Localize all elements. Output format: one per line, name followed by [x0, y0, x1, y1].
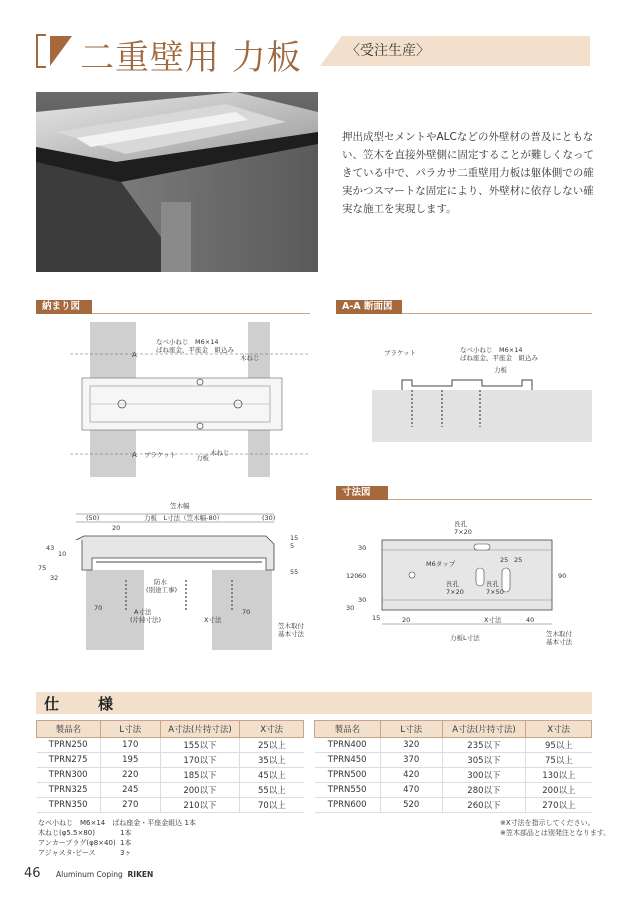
section-rule [402, 313, 592, 314]
table-row [37, 768, 304, 783]
m6-label: M6タップ [426, 560, 456, 568]
part-name: アンカープラグ(φ8×40) [38, 839, 116, 847]
part-qty: 3ヶ [120, 849, 132, 857]
cell: 155以下 [160, 738, 240, 753]
cell: 130以上 [526, 768, 592, 783]
cell: TPRN550 [315, 783, 381, 798]
spec-table-right [314, 720, 592, 813]
a-top-label: A [132, 351, 137, 359]
table-row [315, 798, 592, 813]
cell: 370 [380, 753, 442, 768]
cell: 25以上 [240, 738, 304, 753]
cell: 305以下 [442, 753, 526, 768]
kasagi-kihon2-label: 基本寸法 [278, 630, 304, 638]
col-header: X寸法 [240, 721, 304, 738]
cell: 45以上 [240, 768, 304, 783]
d43-label: 43 [46, 544, 55, 552]
cell: TPRN250 [37, 738, 101, 753]
d30c-label: 30 [346, 604, 355, 612]
page-subtitle: 〈受注生産〉 [346, 43, 430, 59]
cell: 55以上 [240, 783, 304, 798]
cell: TPRN275 [37, 753, 101, 768]
choko3-size-label: 7×50 [486, 588, 504, 596]
table-row [315, 753, 592, 768]
d25b-label: 25 [514, 556, 523, 564]
cell: TPRN400 [315, 738, 381, 753]
d70b-label: 70 [242, 608, 251, 616]
a-sunpo-label: A寸法 [134, 608, 152, 616]
cell: 235以下 [442, 738, 526, 753]
cell: 320 [380, 738, 442, 753]
col-header: 製品名 [315, 721, 381, 738]
cell: TPRN300 [37, 768, 101, 783]
kasagi-width-label: 笠木幅 [170, 502, 190, 510]
cell: 270以上 [526, 798, 592, 813]
spec-title: 仕 様 [44, 695, 126, 713]
cell: 470 [380, 783, 442, 798]
d15-label: 15 [372, 614, 381, 622]
col-header: A寸法(片持寸法) [160, 721, 240, 738]
bousui-label: 防水 [154, 578, 167, 586]
d20-label: 20 [112, 524, 121, 532]
d10-label: 10 [58, 550, 67, 558]
kasagi-kihon-label: 笠木取付 [278, 622, 304, 630]
choko2-label: 長孔 [446, 580, 459, 588]
cell: 170以下 [160, 753, 240, 768]
col-header: L寸法 [100, 721, 160, 738]
cell: 95以上 [526, 738, 592, 753]
wood-screw-bottom-label: 木ねじ [210, 449, 230, 457]
table-row [37, 738, 304, 753]
d55-label: 55 [290, 568, 299, 576]
page-title: 二重壁用 力板 [80, 38, 302, 78]
cell: 260以下 [442, 798, 526, 813]
col-header: L寸法 [380, 721, 442, 738]
table-row [37, 798, 304, 813]
d20-label: 20 [402, 616, 411, 624]
aa-chikaraita-label: 力板 [494, 366, 507, 374]
part-qty: 1本 [184, 819, 196, 827]
choko3-label: 長孔 [486, 580, 499, 588]
l-sunpo-label: 力板L寸法 [450, 634, 480, 642]
choko1-size-label: 7×20 [454, 528, 472, 536]
table-row [37, 783, 304, 798]
cell: 70以上 [240, 798, 304, 813]
part-name: なべ小ねじ M6×14 ばね座金・平座金組込 [38, 819, 183, 827]
title-accent [50, 36, 72, 66]
cell: 195 [100, 753, 160, 768]
cell: 170 [100, 738, 160, 753]
kasagi2-label: 基本寸法 [546, 638, 572, 646]
chikaraita-label: 力板 [196, 454, 209, 462]
cell: 200以上 [526, 783, 592, 798]
spec-table-left [36, 720, 304, 813]
table-row [315, 738, 592, 753]
section-rule [92, 313, 310, 314]
d25a-label: 25 [500, 556, 509, 564]
note: ※笠木部品とは別発注となります。 [500, 829, 611, 837]
cell: 220 [100, 768, 160, 783]
l-label: 力板 L寸法（笠木幅-80） [144, 514, 224, 522]
bracket-label: ブラケット [144, 451, 177, 459]
washer-label: ばね座金、平座金 組込み [156, 346, 234, 354]
bousui2-label: (別途工事) [146, 586, 178, 594]
cell: 300以下 [442, 768, 526, 783]
section-label-sunpo: 寸法図 [336, 486, 388, 500]
d90-label: 90 [558, 572, 567, 580]
kasagi-label: 笠木取付 [546, 630, 572, 638]
cell: 245 [100, 783, 160, 798]
d30b-label: 30 [358, 596, 367, 604]
product-photo [36, 92, 318, 272]
d50-label: (50) [86, 514, 100, 522]
brand-name: Aluminum Coping [56, 870, 123, 879]
d5-label: 5 [290, 542, 295, 550]
dimension-drawing [342, 510, 592, 650]
spec-notes [500, 818, 610, 838]
col-header: 製品名 [37, 721, 101, 738]
description-text: 押出成型セメントやALCなどの外壁材の普及にともない、笠木を直接外壁側に固定することが難しくなってきている中で、パラカサ二重壁用力板は躯体側での確実かつスマートな固定により、外壁材に依存しない確実な施工を実現します。 [342, 131, 594, 215]
x-sunpo-label: X寸法 [484, 616, 502, 624]
part-name: アジャスタ-ピース [38, 849, 96, 857]
cell: 200以下 [160, 783, 240, 798]
page-number: 46 [24, 866, 41, 881]
d70a-label: 70 [94, 604, 103, 612]
cell: 270 [100, 798, 160, 813]
cell: 280以下 [442, 783, 526, 798]
d30a-label: 30 [358, 544, 367, 552]
section-label-osamari: 納まり図 [36, 300, 92, 314]
table-row [315, 768, 592, 783]
x-sunpo-label: X寸法 [204, 616, 222, 624]
d120-label: 120 [346, 572, 359, 580]
d60-label: 60 [358, 572, 367, 580]
choko1-label: 長孔 [454, 520, 467, 528]
cell: 210以下 [160, 798, 240, 813]
aa-screw-label: なべ小ねじ M6×14 [460, 346, 523, 354]
a-sunpo2-label: (片持寸法) [130, 616, 162, 624]
osamari-drawing [60, 322, 320, 477]
section-rule [388, 499, 592, 500]
section-dimension-drawing [36, 500, 316, 650]
a-bottom-label: A [132, 451, 137, 459]
wood-screw-label: 木ねじ [240, 354, 260, 362]
parts-list [38, 818, 196, 858]
d75-label: 75 [38, 564, 47, 572]
cell: 420 [380, 768, 442, 783]
cell: TPRN600 [315, 798, 381, 813]
choko2-size-label: 7×20 [446, 588, 464, 596]
part-qty: 1本 [120, 839, 132, 847]
d40-label: 40 [526, 616, 535, 624]
cell: TPRN500 [315, 768, 381, 783]
maker-name: RIKEN [127, 870, 154, 879]
note: ※X寸法を指示してください。 [500, 819, 595, 827]
title-bracket [36, 34, 46, 68]
col-header: A寸法(片持寸法) [442, 721, 526, 738]
parts-item [38, 818, 196, 828]
parts-item [38, 838, 196, 848]
cell: TPRN450 [315, 753, 381, 768]
cell: 35以上 [240, 753, 304, 768]
part-qty: 1本 [120, 829, 132, 837]
d32-label: 32 [50, 574, 59, 582]
aa-washer-label: ばね座金、平座金 組込み [460, 354, 538, 362]
cell: TPRN350 [37, 798, 101, 813]
footer-brand [56, 870, 153, 879]
part-name: 木ねじ(φ5.5×80) [38, 829, 95, 837]
d30-label: (30) [262, 514, 276, 522]
cell: 520 [380, 798, 442, 813]
d15-label: 15 [290, 534, 299, 542]
table-row [37, 753, 304, 768]
cell: 75以上 [526, 753, 592, 768]
table-row [315, 783, 592, 798]
cell: TPRN325 [37, 783, 101, 798]
col-header: X寸法 [526, 721, 592, 738]
screw-label: なべ小ねじ M6×14 [156, 338, 219, 346]
aa-bracket-label: ブラケット [384, 349, 417, 357]
cell: 185以下 [160, 768, 240, 783]
parts-item [38, 848, 196, 858]
parts-item [38, 828, 196, 838]
aa-section-drawing [372, 322, 592, 442]
section-label-aa: A-A 断面図 [336, 300, 402, 314]
